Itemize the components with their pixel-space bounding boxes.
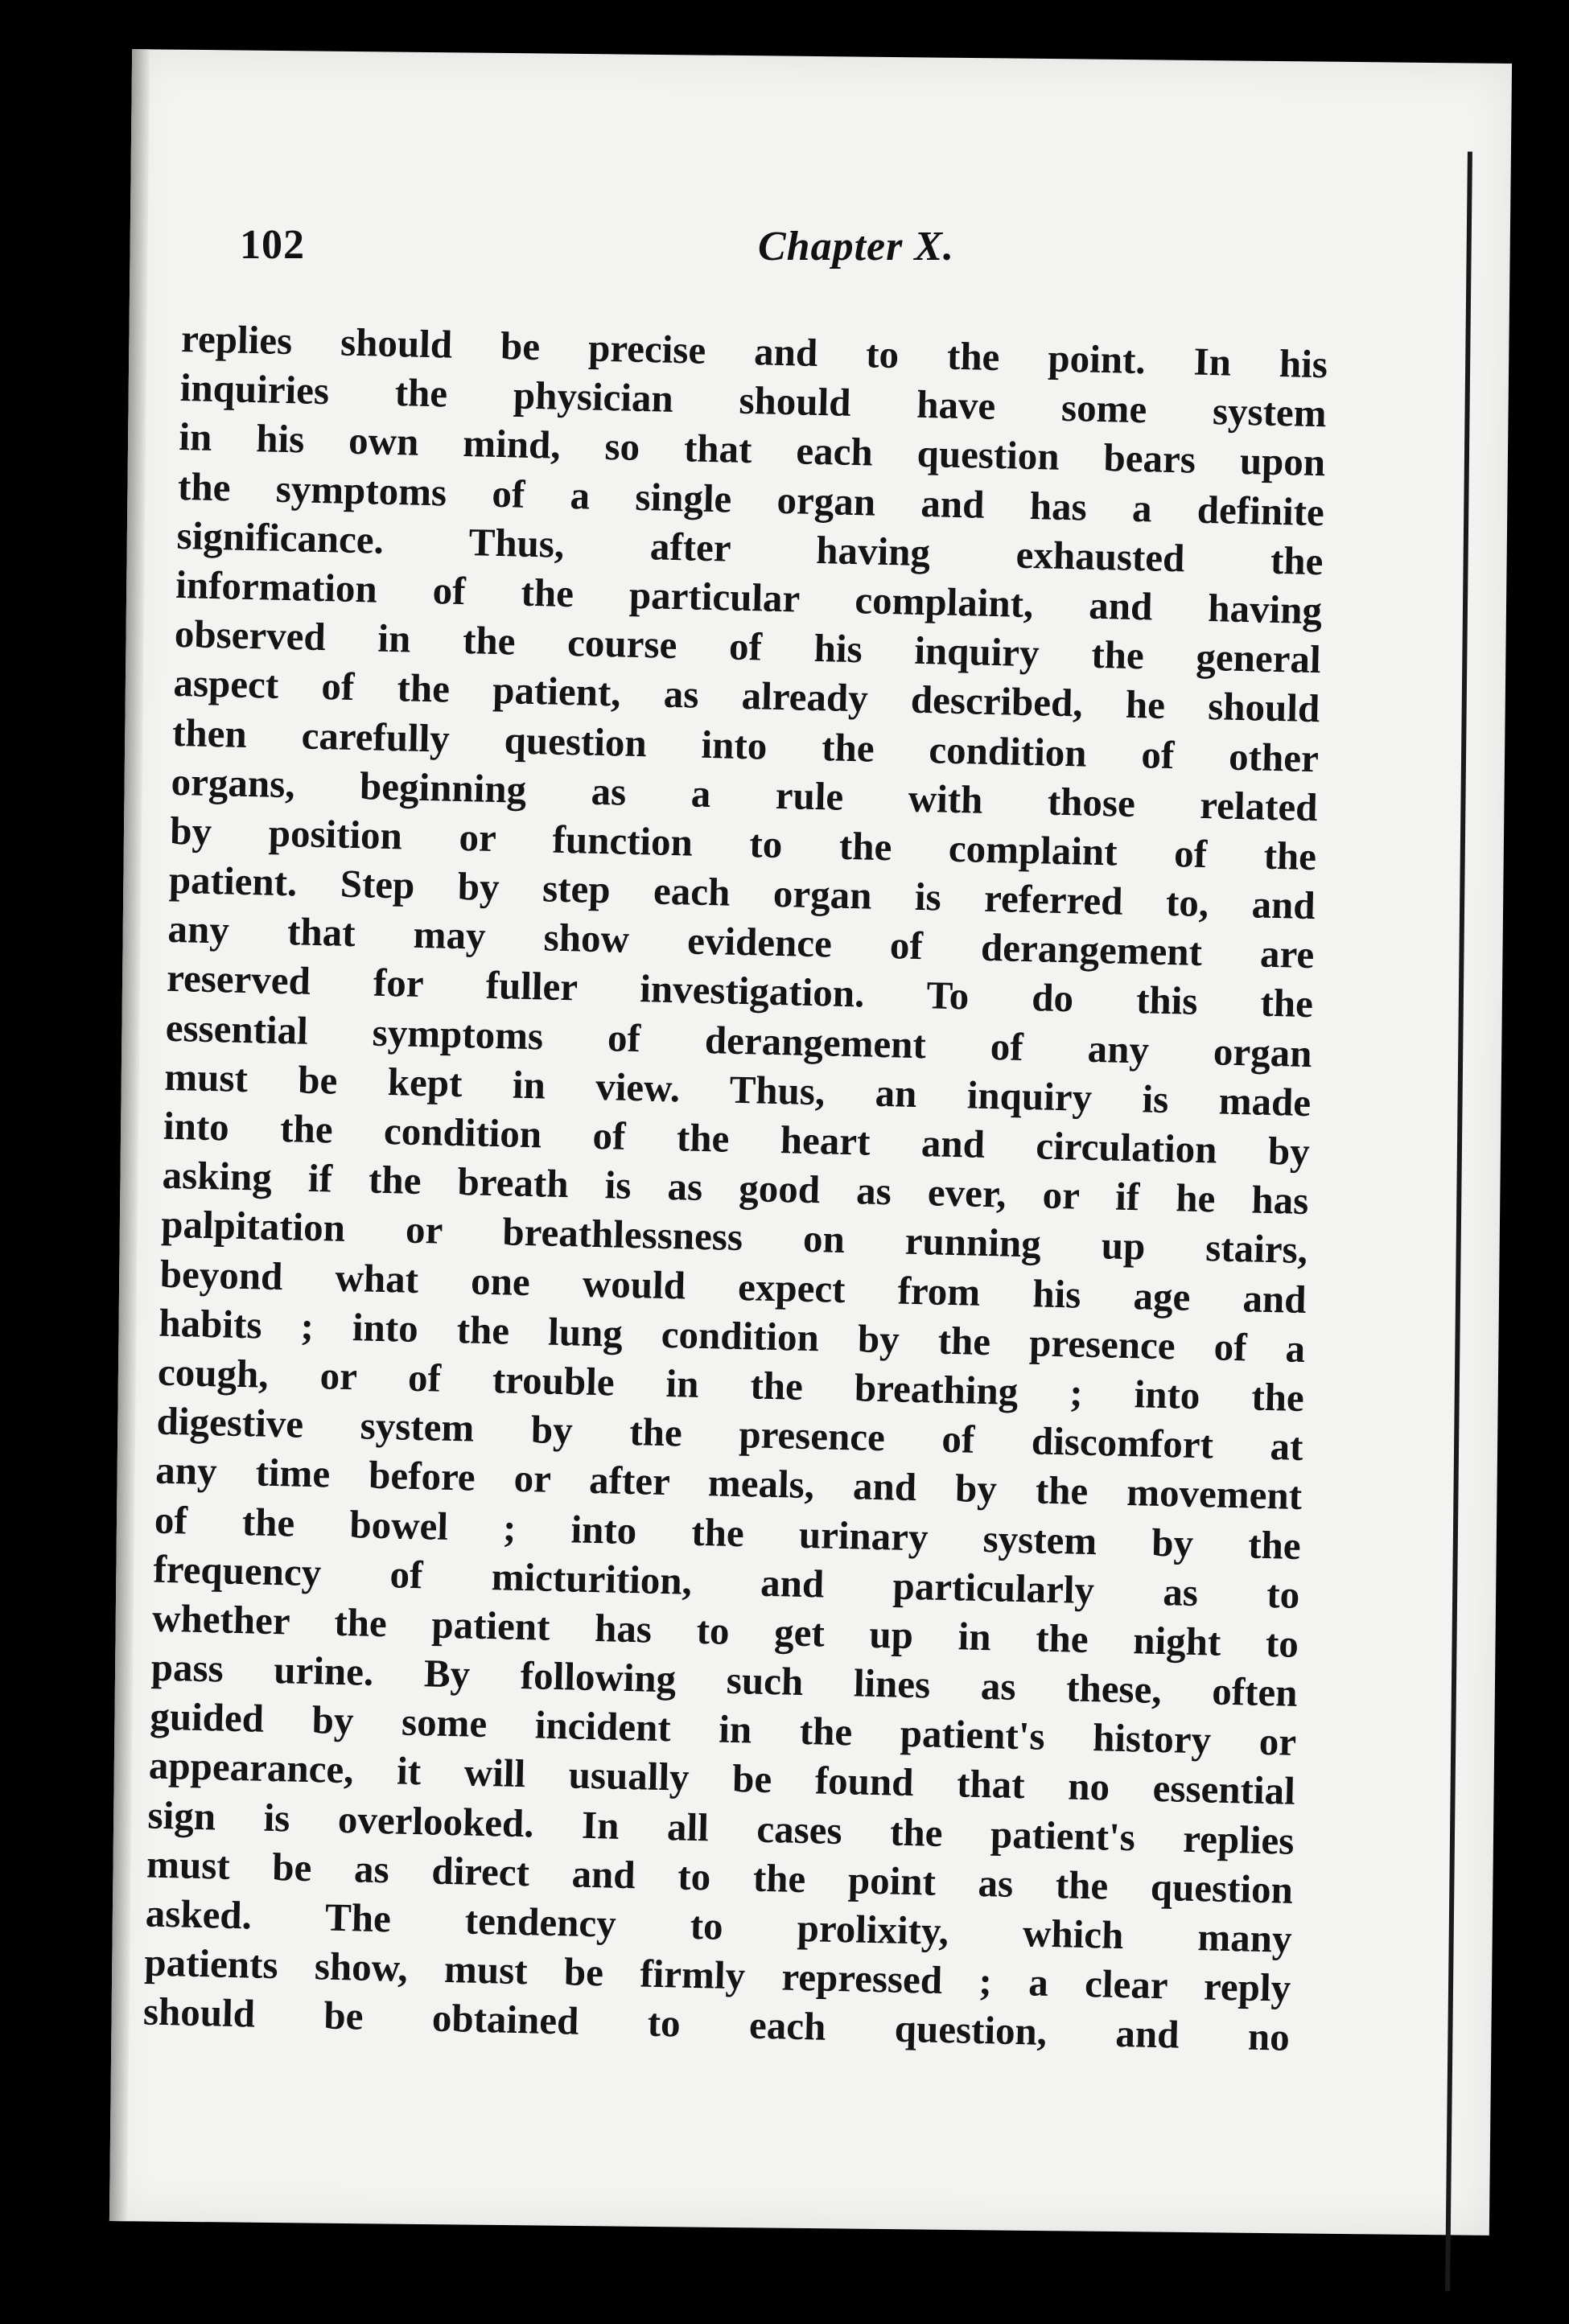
text-line: in his own mind, so that each question bears upon — [178, 414, 1326, 485]
text-line: organs, beginning as a rule with those related — [171, 759, 1319, 829]
text-line: palpitation or breathlessness on running up stairs, — [160, 1202, 1308, 1273]
text-line: the symptoms of a single organ and has a definite — [177, 463, 1325, 534]
text-line: should be obtained to each question, and no — [142, 1989, 1291, 2060]
text-line: replies should be precise and to the point. In his — [180, 315, 1328, 387]
text-line: aspect of the patient, as already described, he should — [172, 660, 1320, 731]
text-line: patients show, must be firmly repressed ; a clear reply — [143, 1939, 1291, 2010]
text-line: by position or function to the complaint of the — [169, 808, 1317, 879]
text-line: any that may show evidence of derangement are — [167, 907, 1315, 977]
page-header — [240, 221, 1205, 286]
text-line: observed in the course of his inquiry the general — [174, 611, 1322, 682]
text-line: significance. Thus, after having exhausted the — [176, 512, 1324, 584]
text-line: asked. The tendency to prolixity, which many — [145, 1890, 1293, 1961]
text-line: pass urine. By following such lines as these, often — [150, 1644, 1299, 1715]
running-head: Chapter X. — [758, 224, 955, 269]
text-line: information of the particular complaint, and having — [175, 561, 1323, 633]
body-text — [142, 314, 1328, 2062]
text-line: beyond what one would expect from his age and — [159, 1251, 1308, 1322]
page-edge-shadow — [1445, 151, 1472, 2291]
text-line: must be kept in view. Thus, an inquiry is made — [163, 1054, 1312, 1125]
text-line: then carefully question into the condition of other — [171, 710, 1320, 780]
text-line: guided by some incident in the patient's history or — [149, 1693, 1297, 1765]
text-line: of the bowel ; into the urinary system by the — [154, 1497, 1302, 1568]
text-line: asking if the breath is as good as ever, or if he has — [162, 1152, 1309, 1224]
text-line: habits ; into the lung condition by the presence of a — [158, 1300, 1306, 1371]
text-line: appearance, it will usually be found that no essential — [148, 1742, 1296, 1814]
text-line: digestive system by the presence of discomfort at — [156, 1398, 1304, 1470]
text-line: into the condition of the heart and circulation by — [163, 1103, 1311, 1174]
text-line: sign is overlooked. In all cases the patient's replies — [147, 1792, 1295, 1863]
text-line: inquiries the physician should have some system — [179, 365, 1328, 436]
page-number: 102 — [240, 222, 305, 268]
text-line: any time before or after meals, and by the movement — [154, 1447, 1303, 1519]
text-line: whether the patient has to get up in the night to — [151, 1595, 1299, 1666]
text-line: must be as direct and to the point as the question — [146, 1841, 1294, 1912]
text-line: reserved for fuller investigation. To do this the — [166, 956, 1314, 1026]
text-line: frequency of micturition, and particularly as to — [152, 1546, 1300, 1617]
text-line: cough, or of trouble in the breathing ; into the — [157, 1349, 1305, 1420]
text-line: essential symptoms of derangement of any organ — [165, 1005, 1313, 1076]
text-line: patient. Step by step each organ is referred to, and — [168, 857, 1316, 928]
